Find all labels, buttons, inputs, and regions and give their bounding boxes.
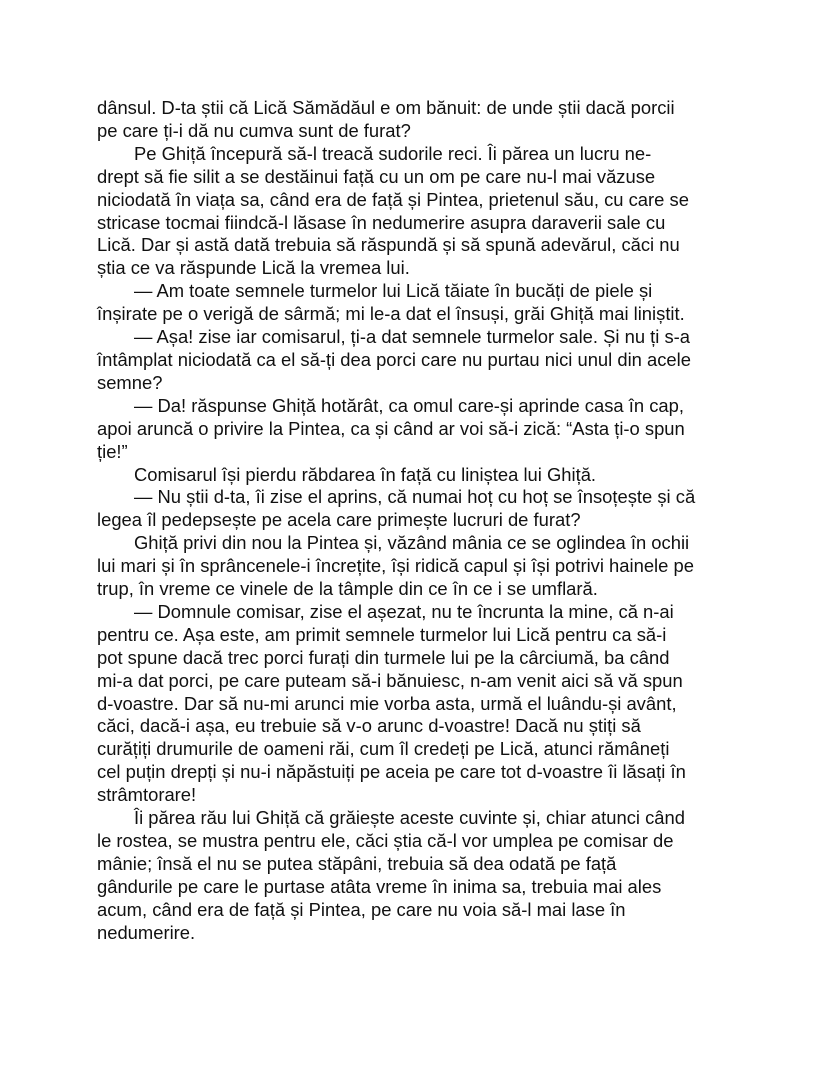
text-line: trup, în vreme ce vinele de la tâmple din ce în ce i se umflară. <box>97 578 598 600</box>
text-line: apoi aruncă o privire la Pintea, ca și când ar voi să-i zică: “Asta ți-o spun <box>97 417 685 439</box>
text-line: căci, dacă-i așa, eu trebuie să v-o arunc d-voastre! Dacă nu știți să <box>97 715 641 737</box>
paragraph <box>97 395 742 464</box>
paragraph <box>97 807 742 944</box>
text-line: semne? <box>97 371 163 393</box>
text-line: — Am toate semnele turmelor lui Lică tăiate în bucăți de piele și <box>134 280 653 302</box>
text-line: — Domnule comisar, zise el așezat, nu te încrunta la mine, că n-ai <box>134 600 674 622</box>
paragraph <box>97 601 742 807</box>
text-line: pentru ce. Așa este, am primit semnele turmelor lui Lică pentru ca să-i <box>97 623 667 645</box>
text-line: — Nu știi d-ta, îi zise el aprins, că numai hoț cu hoț se însoțește și că <box>134 486 696 508</box>
text-line: știa ce va răspunde Lică la vremea lui. <box>97 257 410 279</box>
document-page <box>97 97 742 945</box>
text-line: drept să fie silit a se destăinui față cu un om pe care nu-l mai văzuse <box>97 165 656 187</box>
text-line: curățiți drumurile de oameni răi, cum îl credeți pe Lică, atunci rămâneți <box>97 738 670 760</box>
text-line: lui mari și în sprâncenele-i încrețite, își ridică capul și își potrivi hainele pe <box>97 555 694 577</box>
text-line: le rostea, se mustra pentru ele, căci știa că-l vor umplea pe comisar de <box>97 830 674 851</box>
paragraph <box>97 280 742 326</box>
paragraph <box>97 532 742 601</box>
text-line: stricase tocmai fiindcă-l lăsase în nedumerire asupra daraverii sale cu <box>97 211 666 233</box>
text-line: nedumerire. <box>97 921 196 943</box>
text-line: mânie; însă el nu se putea stăpâni, trebuia să dea odată pe față <box>97 852 617 874</box>
text-line: — Da! răspunse Ghiță hotărât, ca omul care-și aprinde casa în cap, <box>134 394 684 416</box>
text-line: niciodată în viața sa, când era de față și Pintea, prietenul său, cu care se <box>97 188 689 210</box>
text-line: înșirate pe o verigă de sârmă; mi le-a dat el însuși, grăi Ghiță mai liniștit. <box>97 303 685 325</box>
text-line: acum, când era de față și Pintea, pe care nu voia să-l mai lase în <box>97 898 626 920</box>
text-line: strâmtorare! <box>97 784 197 806</box>
text-line: Îi părea rău lui Ghiță că grăiește aceste cuvinte și, chiar atunci când <box>134 807 685 829</box>
paragraph <box>97 97 742 143</box>
text-line: mi-a dat porci, pe care puteam să-i bănuiesc, n-am venit aici să vă spun <box>97 669 683 691</box>
text-line: pot spune dacă trec porci furați din turmele lui pe la cârciumă, ba când <box>97 646 670 668</box>
text-line: Ghiță privi din nou la Pintea și, văzând mânia ce se oglindea în ochii <box>134 532 690 554</box>
text-line: Lică. Dar și astă dată trebuia să răspundă și să spună adevărul, căci nu <box>97 234 680 256</box>
text-line: dânsul. D-ta știi că Lică Sămădăul e om bănuit: de unde știi dacă porcii <box>97 97 675 118</box>
text-line: Pe Ghiță începură să-l treacă sudorile reci. Îi părea un lucru ne- <box>134 142 652 164</box>
paragraph <box>97 326 742 395</box>
text-line: întâmplat niciodată ca el să-ți dea porci care nu purtau nici unul din acele <box>97 348 691 370</box>
text-line: gândurile pe care le purtase atâta vreme în inima sa, trebuia mai ales <box>97 875 662 897</box>
paragraph <box>97 143 742 280</box>
text-line: d-voastre. Dar să nu-mi arunci mie vorba asta, urmă el luându-și avânt, <box>97 692 677 714</box>
paragraph <box>97 486 742 532</box>
paragraph <box>97 464 742 487</box>
text-line: ție!” <box>97 440 128 462</box>
text-line: — Așa! zise iar comisarul, ți-a dat semnele turmelor sale. Și nu ți s-a <box>134 326 691 348</box>
text-line: Comisarul își pierdu răbdarea în față cu liniștea lui Ghiță. <box>134 463 597 485</box>
text-line: cel puțin drepți și nu-i năpăstuiți pe aceia pe care tot d-voastre îi lăsați în <box>97 761 686 783</box>
text-line: pe care ți-i dă nu cumva sunt de furat? <box>97 119 411 141</box>
text-line: legea îl pedepsește pe acela care primește lucruri de furat? <box>97 509 581 531</box>
